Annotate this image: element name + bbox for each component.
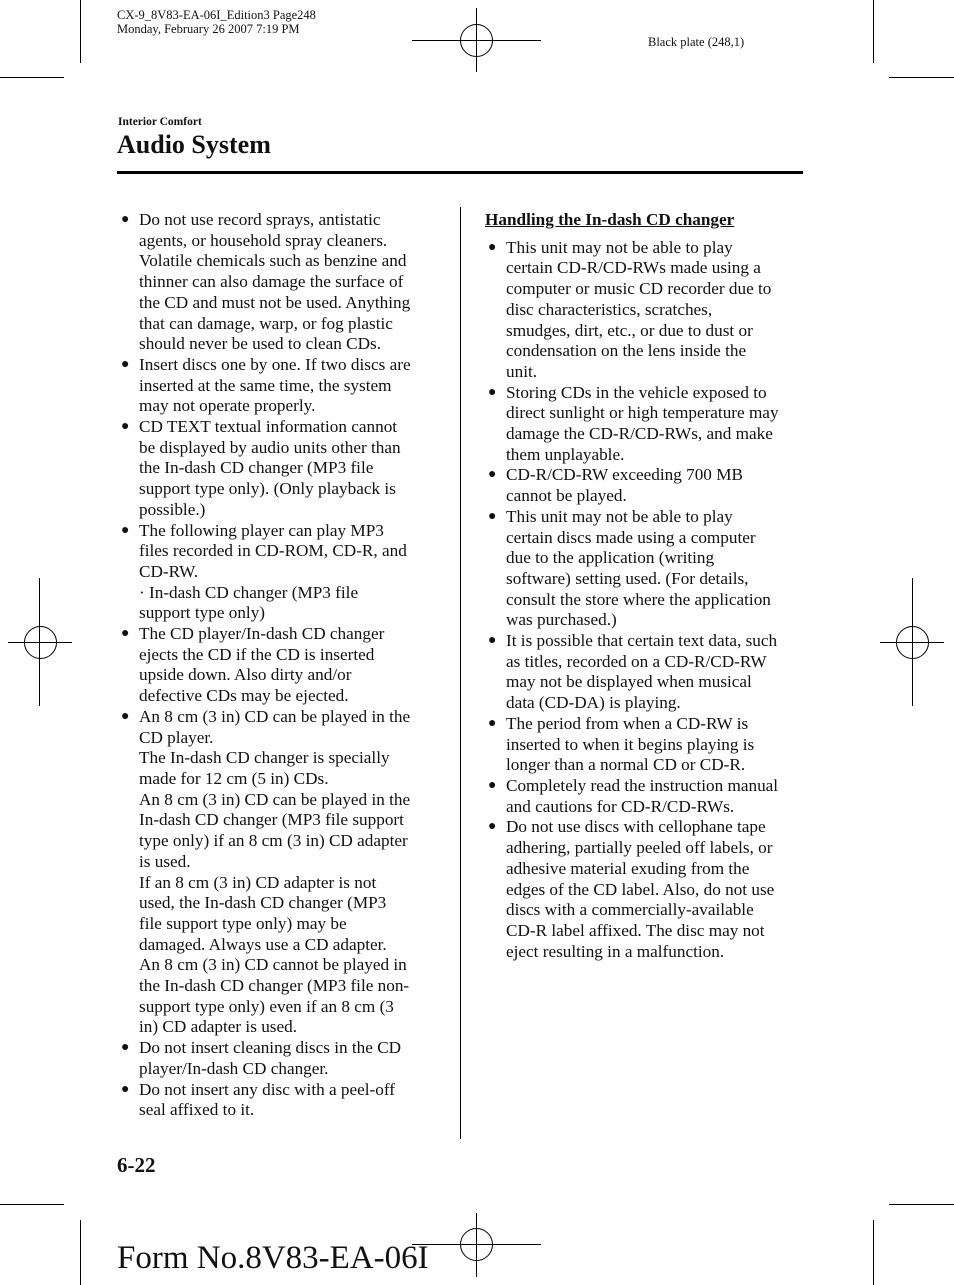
page-number: 6-22 [117,1153,156,1177]
list-item-text: This unit may not be able to play certain CD-R/CD-RWs made using a computer or music CD recorder due to disc characteristics, scratches, smudges, dirt, etc., or due to dust or condensation on the lens inside the unit. [506,237,772,381]
bullet-icon: ● [488,239,497,255]
list-item [485,507,810,631]
list-item [485,776,810,817]
left-column [118,210,443,1121]
list-item [118,210,443,355]
list-item-text: The period from when a CD-RW is inserted to when it begins playing is longer than a normal CD or CD-R. [506,713,755,775]
bullet-icon: ● [121,356,130,372]
print-header [117,8,316,36]
list-item-text: An 8 cm (3 in) CD can be played in the CD player. [139,706,411,747]
list-item-text: Do not insert cleaning discs in the CD player/In-dash CD changer. [139,1038,402,1078]
list-item [118,417,443,521]
bullet-icon: ● [121,522,130,538]
list-item [118,355,443,417]
column-divider [460,207,461,1139]
crop-mark [889,1204,954,1205]
form-number: Form No.8V83-EA-06I [117,1240,429,1276]
right-column [485,210,810,962]
bullet-list-right [485,238,810,963]
crop-mark [889,77,954,78]
bullet-icon: ● [488,384,497,400]
list-item [485,238,810,383]
bullet-icon: ● [488,777,497,793]
list-item-text: Do not use record sprays, antistatic agents, or household spray cleaners. Volatile chemicals such as benzine and thinner can also damage the surface of the CD and must not be used. Anything that can damage, warp, or fog plastic should never be used to clean CDs. [139,210,411,354]
list-item-text: Storing CDs in the vehicle exposed to direct sunlight or high temperature may damage the CD-R/CD-RWs, and make them unplayable. [506,382,779,464]
section-label: Interior Comfort [118,116,202,128]
crop-mark [80,1220,81,1285]
list-item-text: CD-R/CD-RW exceeding 700 MB cannot be played. [506,465,743,506]
bullet-icon: ● [488,467,497,483]
list-item [485,383,810,466]
subheading-handling: Handling the In-dash CD changer [485,210,735,229]
bullet-icon: ● [488,508,497,524]
sub-item-text: · In-dash CD changer (MP3 file support type only) [139,582,359,623]
plate-label: Black plate (248,1) [648,35,745,49]
list-item [118,624,443,707]
list-item-text: It is possible that certain text data, such as titles, recorded on a CD-R/CD-RW may not be displayed when musical data (CD-DA) is playing. [506,631,778,713]
list-item [485,714,810,776]
list-item [118,1038,443,1079]
list-item [118,1080,443,1121]
crop-mark [80,0,81,63]
list-item-continuation: The In-dash CD changer is specially made for 12 cm (5 in) CDs. An 8 cm (3 in) CD can be played in the In-dash CD changer (MP3 file support type only) if an 8 cm (3 in) CD adapter is used. If an 8 cm (3 in) CD adapter is not used, the In-dash CD changer (MP3 file support type only) may be damaged. Always use a CD adapter. An 8 cm (3 in) CD cannot be played in the In-dash CD changer (MP3 file non- support type only) even if an 8 cm (3 in) CD adapter is used. [139,748,411,1037]
list-item-text: Insert discs one by one. If two discs are inserted at the same time, the system may not operate properly. [139,354,411,416]
list-item-text: The CD player/In-dash CD changer ejects the CD if the CD is inserted upside down. Also dirty and/or defective CDs may be ejected. [139,624,385,706]
crop-mark [0,1204,64,1205]
list-item-text: Do not insert any disc with a peel-off seal affixed to it. [139,1079,395,1120]
crop-mark [873,1220,874,1285]
bullet-icon: ● [121,626,130,642]
crop-mark [0,77,64,78]
page-title: Audio System [117,130,271,159]
bullet-list-left [118,210,443,1121]
bullet-icon: ● [121,1040,130,1056]
list-item-text: CD TEXT textual information cannot be displayed by audio units other than the In-dash CD changer (MP3 file support type only). (Only playback is possible.) [139,417,401,519]
list-item [118,707,443,1038]
list-item [485,631,810,714]
bullet-icon: ● [121,212,130,227]
list-item [485,817,810,962]
title-rule [117,171,803,174]
list-item-text: This unit may not be able to play certain discs made using a computer due to the application (writing software) setting used. (For details, consult the store where the application was purchased.) [506,506,771,630]
bullet-icon: ● [488,633,497,649]
bullet-icon: ● [121,708,130,724]
print-header-file: CX-9_8V83-EA-06I_Edition3 Page248 [117,8,316,22]
print-header-date: Monday, February 26 2007 7:19 PM [117,22,300,36]
bullet-icon: ● [488,819,497,835]
crop-mark [873,0,874,63]
list-item-text: Completely read the instruction manual and cautions for CD-R/CD-RWs. [506,775,779,816]
list-item-text: The following player can play MP3 files recorded in CD-ROM, CD-R, and CD-RW. [139,520,407,581]
list-item-text: Do not use discs with cellophane tape adhering, partially peeled off labels, or adhesive material exuding from the edges of the CD label. Also, do not use discs with a commercially-available CD-R label affixed. The disc may not eject resulting in a malfunction. [506,817,775,961]
bullet-icon: ● [121,1081,130,1097]
list-item [485,465,810,506]
bullet-icon: ● [121,419,130,435]
list-item [118,521,443,625]
bullet-icon: ● [488,715,497,731]
